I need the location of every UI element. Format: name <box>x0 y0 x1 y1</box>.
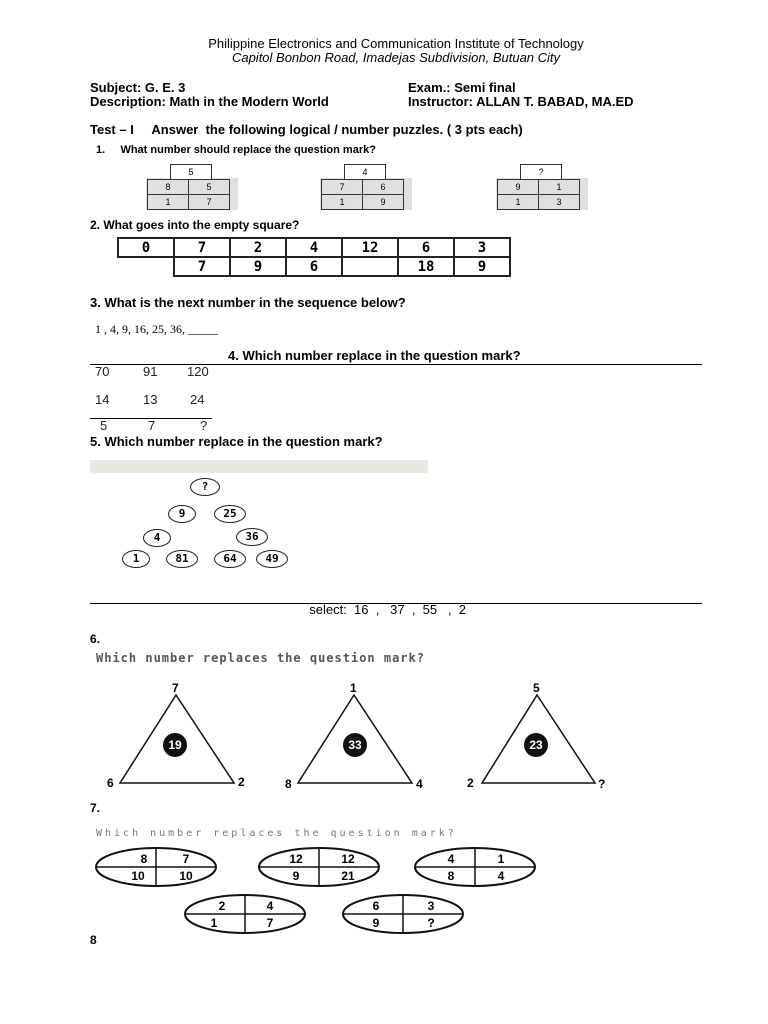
tri3-left: 2 <box>467 776 474 790</box>
q1-cell: 3 <box>538 194 580 210</box>
q5-circle: 49 <box>256 550 288 568</box>
q1-cell: 1 <box>147 194 189 210</box>
q1-cell: 7 <box>188 194 230 210</box>
oval-num: 4 <box>266 899 274 913</box>
institute-address: Capitol Bonbon Road, Imadejas Subdivision, Butuan City <box>231 50 561 65</box>
q2-cell: 18 <box>398 257 454 276</box>
q8-number: 8 <box>90 933 97 947</box>
q5-circle: 4 <box>143 529 171 547</box>
tri2-left: 8 <box>285 777 292 791</box>
tri2-top: 1 <box>350 681 357 695</box>
q4-number: 24 <box>190 392 205 407</box>
q3-sequence: 1 , 4, 9, 16, 25, 36, _____ <box>95 322 218 336</box>
q1-cell: 1 <box>321 194 363 210</box>
q5-circle: 81 <box>166 550 198 568</box>
tri1-center: 19 <box>168 738 182 752</box>
q4-text: 4. Which number replace in the question mark? <box>228 348 521 363</box>
q5-circle: ? <box>190 478 220 496</box>
divider <box>90 603 702 604</box>
q7-number: 7. <box>90 801 101 815</box>
q5-select-text: select: 16 , 37 , 55 , 2 <box>309 602 467 617</box>
q5-text: 5. Which number replace in the question mark? <box>90 434 383 449</box>
tri3-center: 23 <box>529 738 543 752</box>
q7-prompt: Which number replaces the question mark? <box>96 828 457 839</box>
q1-fig2-top: 4 <box>344 164 386 180</box>
q6-prompt: Which number replaces the question mark? <box>96 651 425 665</box>
oval-num: 7 <box>266 916 274 930</box>
q4-number: 91 <box>143 364 158 379</box>
q5-circle: 64 <box>214 550 246 568</box>
q1-fig1-top: 5 <box>170 164 212 180</box>
q1-figure-3 <box>496 164 592 210</box>
tri1-top: 7 <box>172 681 179 695</box>
q1-cell: 7 <box>321 179 363 195</box>
q6-number: 6. <box>90 632 101 646</box>
tri3-right: ? <box>598 777 606 791</box>
exam: Exam.: Semi final <box>408 80 516 95</box>
q4-number: 7 <box>148 418 156 433</box>
q1-cell: 8 <box>147 179 189 195</box>
q1-cell: 5 <box>188 179 230 195</box>
q2-cell: 9 <box>230 257 286 276</box>
q2-text: 2. What goes into the empty square? <box>90 218 300 232</box>
q2-cell: 9 <box>454 257 510 276</box>
q1-cell: 1 <box>497 194 539 210</box>
oval-num: 4 <box>497 869 505 883</box>
q4-number: 120 <box>187 364 209 379</box>
description: Description: Math in the Modern World <box>90 94 329 109</box>
q2-cell: 6 <box>398 238 454 257</box>
tri2-right: 4 <box>416 777 423 791</box>
divider <box>90 364 702 365</box>
oval-num: 12 <box>341 852 355 866</box>
oval-num: 12 <box>289 852 303 866</box>
oval-num: 6 <box>372 899 380 913</box>
instructor: Instructor: ALLAN T. BABAD, MA.ED <box>408 94 634 109</box>
q2-cell: 7 <box>174 257 230 276</box>
oval-num: 1 <box>497 852 505 866</box>
q5-select <box>302 587 466 617</box>
q1-figure-2 <box>320 164 416 210</box>
oval-num: ? <box>427 916 435 930</box>
q3-text: 3. What is the next number in the sequence below? <box>90 295 406 310</box>
q4-number: 70 <box>95 364 110 379</box>
q2-cell: 6 <box>286 257 342 276</box>
q5-circle: 36 <box>236 528 268 546</box>
q1-cell: 6 <box>362 179 404 195</box>
q2-cell: 4 <box>286 238 342 257</box>
q5-banner <box>90 460 428 473</box>
oval-num: 7 <box>182 852 190 866</box>
q1-figure-1 <box>146 164 242 210</box>
q2-cell: 3 <box>454 238 510 257</box>
q1-cell: 1 <box>538 179 580 195</box>
q2-cell: 7 <box>174 238 230 257</box>
q1-text: 1. What number should replace the question mark? <box>96 144 376 156</box>
subject: Subject: G. E. 3 <box>90 80 186 95</box>
q4-number: 13 <box>143 392 158 407</box>
tri1-right: 2 <box>238 775 245 789</box>
oval-num: 8 <box>140 852 148 866</box>
q2-grid <box>117 237 511 277</box>
q4-number: 5 <box>100 418 108 433</box>
oval-num: 10 <box>131 869 145 883</box>
q2-cell: 0 <box>118 238 174 257</box>
oval-num: 9 <box>292 869 300 883</box>
tri1-left: 6 <box>107 776 114 790</box>
institute-name: Philippine Electronics and Communication Institute of Technology <box>208 36 584 51</box>
tri3-top: 5 <box>533 681 540 695</box>
oval-num: 9 <box>372 916 380 930</box>
q1-cell: 9 <box>362 194 404 210</box>
q4-number: 14 <box>95 392 110 407</box>
oval-num: 8 <box>447 869 455 883</box>
q2-empty-square <box>342 257 398 276</box>
q1-cell: 9 <box>497 179 539 195</box>
q2-cell: 12 <box>342 238 398 257</box>
oval-num: 2 <box>218 899 226 913</box>
test-title: Test – I Answer the following logical / number puzzles. ( 3 pts each) <box>90 122 523 137</box>
tri2-center: 33 <box>348 738 362 752</box>
q4-number: ? <box>200 418 208 433</box>
q5-circle: 25 <box>214 505 246 523</box>
oval-num: 1 <box>210 916 218 930</box>
oval-num: 4 <box>447 852 455 866</box>
oval-num: 3 <box>427 899 435 913</box>
q5-circle: 9 <box>168 505 196 523</box>
oval-num: 21 <box>341 869 355 883</box>
q5-circle: 1 <box>122 550 150 568</box>
q1-fig3-top: ? <box>520 164 562 180</box>
q2-cell: 2 <box>230 238 286 257</box>
oval-num: 10 <box>179 869 193 883</box>
